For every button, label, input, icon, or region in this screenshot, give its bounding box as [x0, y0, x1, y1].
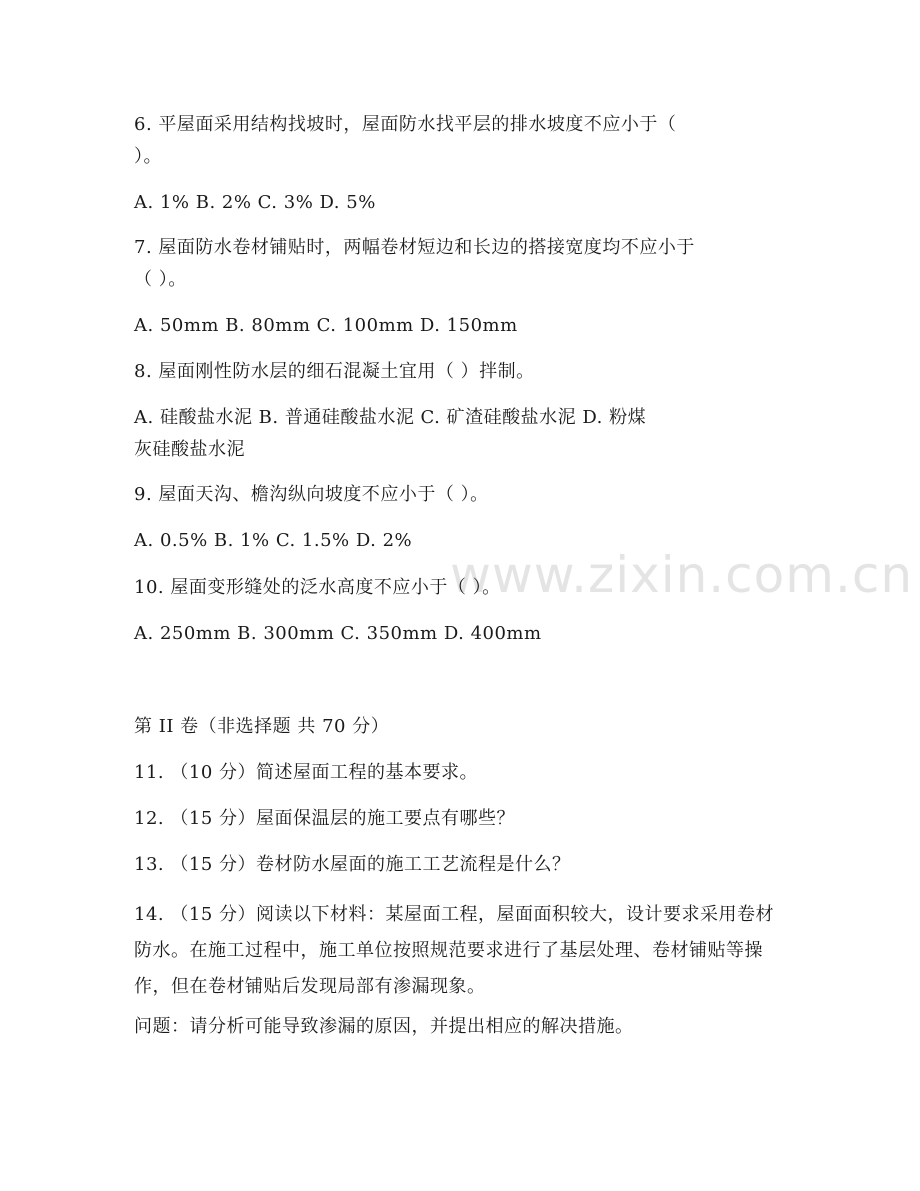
essay-question-11	[134, 760, 784, 786]
question-text: 屋面变形缝处的泛水高度不应小于（ ）。	[170, 577, 501, 598]
question-10-options: A. 250mm B. 300mm C. 350mm D. 400mm	[134, 623, 542, 644]
question-text: （10 分）简述屋面工程的基本要求。	[170, 762, 478, 783]
question-number: 13.	[134, 854, 165, 875]
question-number: 9.	[134, 484, 153, 505]
question-text: （15 分）屋面保温层的施工要点有哪些？	[170, 808, 515, 829]
question-8-options-cont: 灰硅酸盐水泥	[134, 439, 245, 460]
question-10-stem	[134, 575, 784, 601]
question-9-stem	[134, 482, 784, 508]
question-text: （15 分）阅读以下材料：某屋面工程，屋面面积较大，设计要求采用卷材防水。在施工过程中，施工单位按照规范要求进行了基层处理、卷材铺贴等操作，但在卷材铺贴后发现局部有渗漏现象。	[134, 904, 774, 997]
question-number: 14.	[134, 904, 165, 925]
question-7-stem-cont: （ ）。	[134, 269, 187, 290]
question-8-options: A. 硅酸盐水泥 B. 普通硅酸盐水泥 C. 矿渣硅酸盐水泥 D. 粉煤	[134, 407, 647, 428]
question-6-stem-cont: ）。	[134, 146, 162, 167]
question-number: 6.	[134, 114, 153, 135]
question-6-options: A. 1% B. 2% C. 3% D. 5%	[134, 192, 376, 213]
question-text: （15 分）卷材防水屋面的施工工艺流程是什么？	[170, 854, 571, 875]
question-text: 屋面天沟、檐沟纵向坡度不应小于（ ）。	[158, 484, 489, 505]
essay-question-14	[134, 897, 784, 1005]
question-number: 10.	[134, 577, 165, 598]
section-title: 第 II 卷（非选择题 共 70 分）	[134, 716, 390, 737]
question-number: 8.	[134, 361, 153, 382]
question-number: 7.	[134, 237, 153, 258]
question-text: 平屋面采用结构找坡时，屋面防水找平层的排水坡度不应小于（	[158, 114, 677, 135]
question-text: 屋面防水卷材铺贴时，两幅卷材短边和长边的搭接宽度均不应小于	[158, 237, 695, 258]
question-9-options: A. 0.5% B. 1% C. 1.5% D. 2%	[134, 530, 413, 551]
essay-question-13	[134, 852, 784, 878]
watermark: www.zixin.com.cn	[450, 546, 914, 604]
question-text: 屋面刚性防水层的细石混凝土宜用（ ）拌制。	[158, 361, 535, 382]
question-prompt: 问题：请分析可能导致渗漏的原因，并提出相应的解决措施。	[134, 1016, 634, 1037]
question-7-options: A. 50mm B. 80mm C. 100mm D. 150mm	[134, 315, 518, 336]
question-6-stem	[134, 112, 784, 138]
question-7-stem	[134, 235, 784, 261]
question-number: 11.	[134, 762, 165, 783]
essay-question-12	[134, 806, 784, 832]
question-number: 12.	[134, 808, 165, 829]
question-8-stem	[134, 359, 784, 385]
